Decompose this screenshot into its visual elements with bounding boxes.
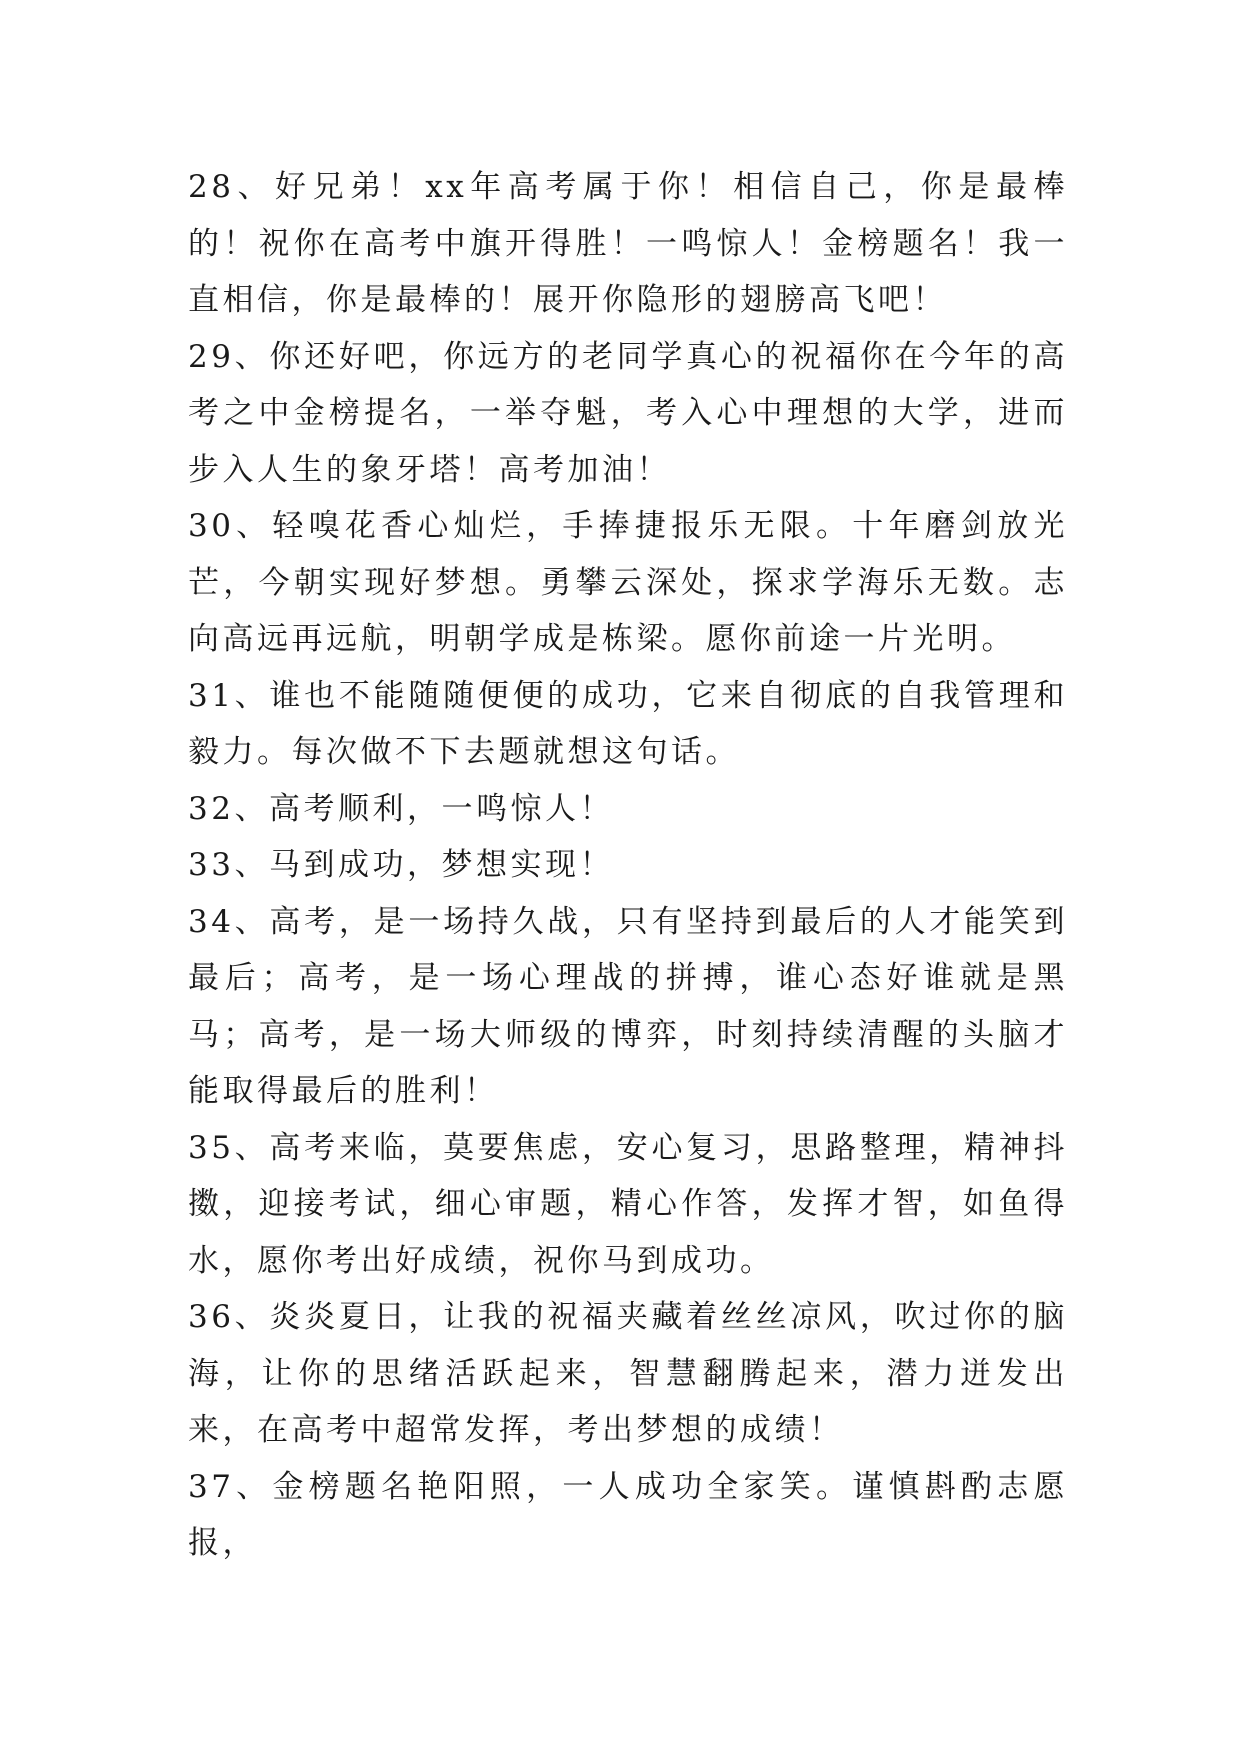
paragraph-28: 28、好兄弟！xx年高考属于你！相信自己，你是最棒的！祝你在高考中旗开得胜！一鸣惊人！金榜题名！我一直相信，你是最棒的！展开你隐形的翅膀高飞吧！ — [188, 169, 1068, 318]
paragraph-34: 34、高考，是一场持久战，只有坚持到最后的人才能笑到最后；高考，是一场心理战的拼搏，谁心态好谁就是黑马；高考，是一场大师级的博弈，时刻持续清醒的头脑才能取得最后的胜利！ — [188, 903, 1068, 1109]
paragraph-35: 35、高考来临，莫要焦虑，安心复习，思路整理，精神抖擞，迎接考试，细心审题，精心作答，发挥才智，如鱼得水，愿你考出好成绩，祝你马到成功。 — [188, 1129, 1068, 1279]
paragraph-36: 36、炎炎夏日，让我的祝福夹藏着丝丝凉风，吹过你的脑海，让你的思绪活跃起来，智慧翻腾起来，潜力迸发出来，在高考中超常发挥，考出梦想的成绩！ — [188, 1299, 1068, 1448]
paragraph-31: 31、谁也不能随随便便的成功，它来自彻底的自我管理和毅力。每次做不下去题就想这句话。 — [188, 677, 1068, 770]
paragraph-33: 33、马到成功，梦想实现！ — [188, 847, 614, 883]
document-page — [188, 159, 1068, 1572]
paragraph-30: 30、轻嗅花香心灿烂，手捧捷报乐无限。十年磨剑放光芒，今朝实现好梦想。勇攀云深处，探求学海乐无数。志向高远再远航，明朝学成是栋梁。愿你前途一片光明。 — [188, 508, 1068, 657]
paragraph-29: 29、你还好吧，你远方的老同学真心的祝福你在今年的高考之中金榜提名，一举夺魁，考入心中理想的大学，进而步入人生的象牙塔！高考加油！ — [188, 338, 1068, 488]
paragraph-37: 37、金榜题名艳阳照，一人成功全家笑。谨慎斟酌志愿报， — [188, 1468, 1068, 1561]
paragraph-32: 32、高考顺利，一鸣惊人！ — [188, 790, 614, 827]
